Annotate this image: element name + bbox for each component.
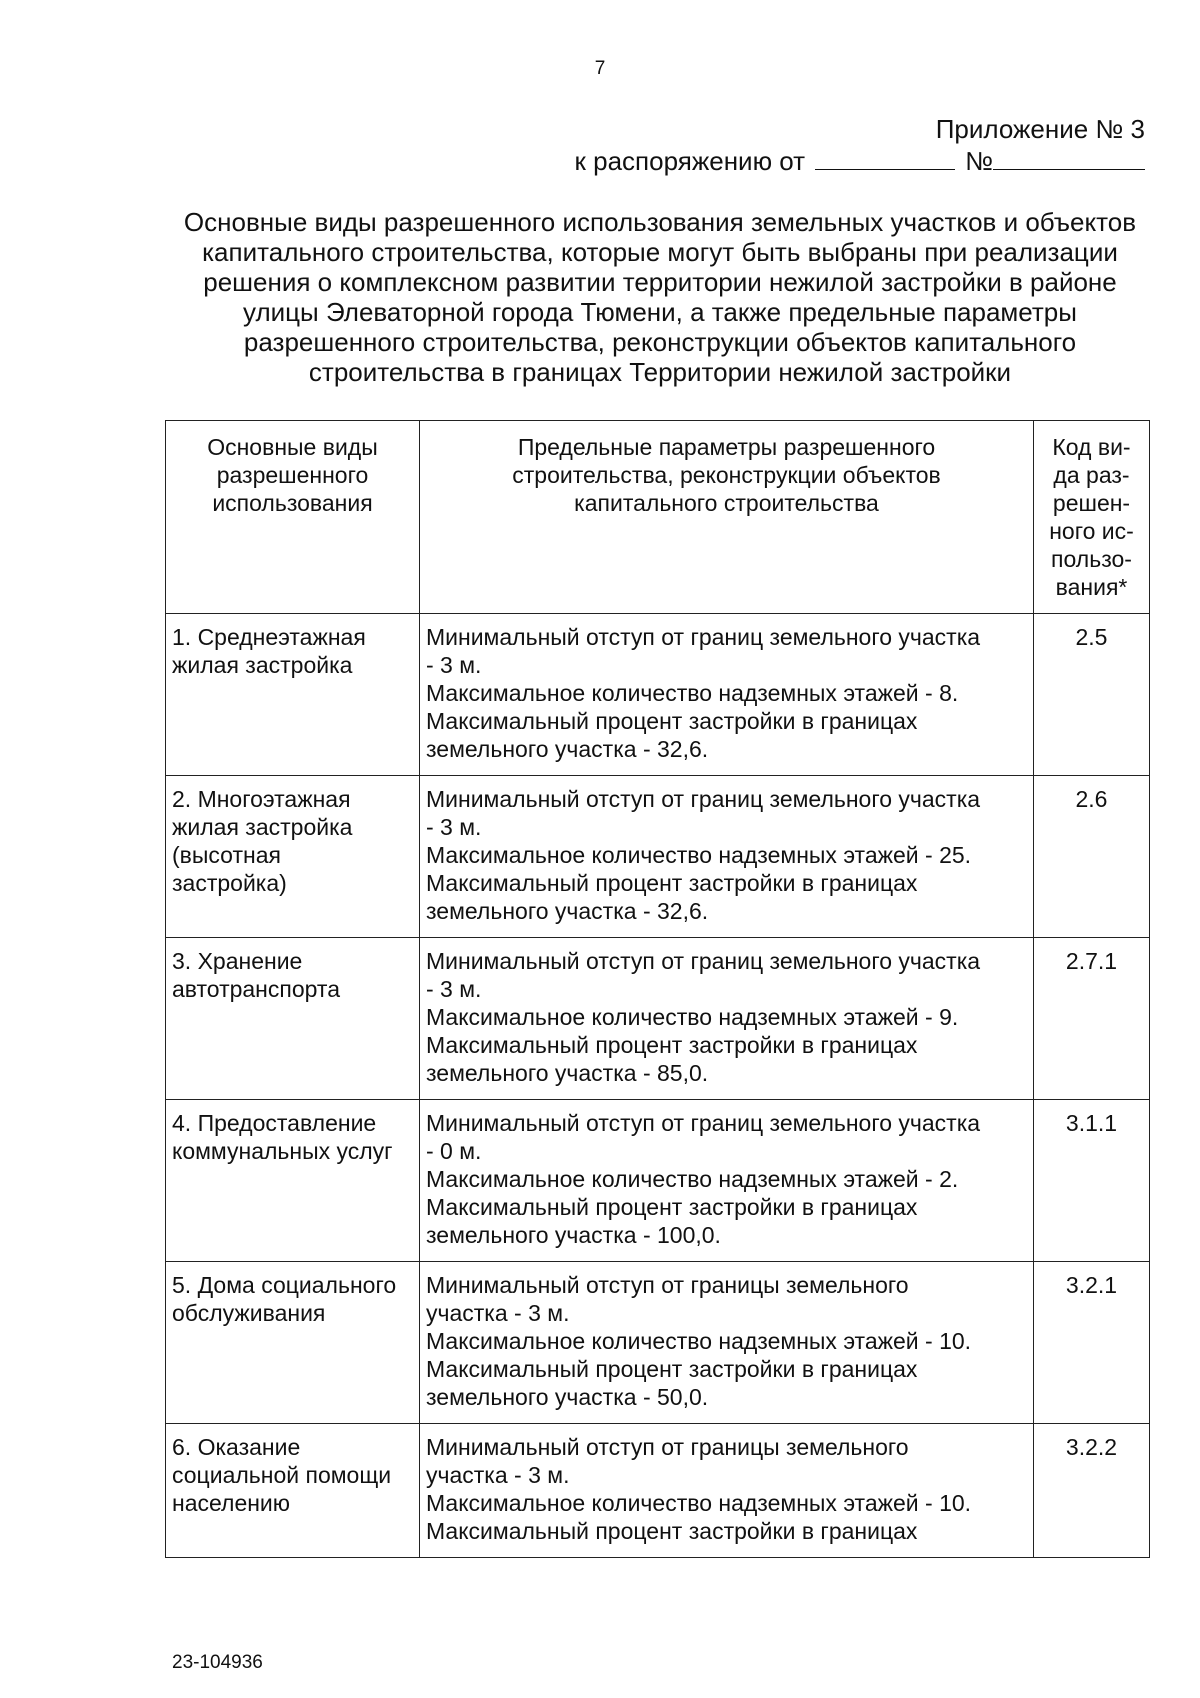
cell-text: 2. Многоэтажная bbox=[172, 786, 351, 812]
cell-text: - 0 м. bbox=[426, 1138, 482, 1164]
cell-text: Максимальное количество надземных этажей - 10. bbox=[426, 1328, 972, 1354]
cell-text: земельного участка - 32,6. bbox=[426, 898, 709, 924]
parameters-cell bbox=[420, 776, 1034, 938]
cell-text: Минимальный отступ от границ земельного участка bbox=[426, 624, 981, 650]
cell-text: Максимальный процент застройки в границах bbox=[426, 1356, 918, 1382]
document-title bbox=[160, 207, 1160, 387]
use-code-cell: 2.6 bbox=[1034, 776, 1150, 938]
cell-text: 5. Дома социального bbox=[172, 1272, 397, 1298]
table-row bbox=[166, 1262, 1150, 1424]
cell-text: земельного участка - 85,0. bbox=[426, 1060, 709, 1086]
document-number: 23-104936 bbox=[172, 1652, 263, 1673]
cell-text: Максимальное количество надземных этажей - 25. bbox=[426, 842, 972, 868]
header-text: да раз- bbox=[1053, 462, 1130, 488]
cell-text: - 3 м. bbox=[426, 814, 482, 840]
use-code-cell: 3.2.1 bbox=[1034, 1262, 1150, 1424]
cell-text: - 3 м. bbox=[426, 976, 482, 1002]
header-text: ного ис- bbox=[1049, 518, 1134, 544]
cell-text: 4. Предоставление bbox=[172, 1110, 377, 1136]
cell-text: Минимальный отступ от границы земельного bbox=[426, 1434, 909, 1460]
order-number-blank bbox=[993, 147, 1145, 170]
header-text: разрешенного bbox=[216, 462, 369, 488]
cell-text: Минимальный отступ от границ земельного участка bbox=[426, 948, 981, 974]
cell-text: земельного участка - 50,0. bbox=[426, 1384, 709, 1410]
parameters-cell bbox=[420, 1424, 1034, 1558]
header-text: решен- bbox=[1052, 490, 1131, 516]
cell-text: обслуживания bbox=[172, 1300, 326, 1326]
cell-text: 6. Оказание bbox=[172, 1434, 301, 1460]
land-use-name-cell bbox=[166, 776, 420, 938]
cell-text: 1. Среднеэтажная bbox=[172, 624, 366, 650]
header-limit-parameters bbox=[420, 421, 1034, 614]
use-code-cell: 2.5 bbox=[1034, 614, 1150, 776]
table-row bbox=[166, 614, 1150, 776]
title-line: строительства в границах Территории нежилой застройки bbox=[308, 357, 1012, 387]
order-number-sign: № bbox=[965, 146, 993, 176]
use-code-cell: 3.1.1 bbox=[1034, 1100, 1150, 1262]
appendix-label: Приложение № 3 bbox=[935, 114, 1145, 144]
table-row bbox=[166, 938, 1150, 1100]
land-use-name-cell bbox=[166, 1100, 420, 1262]
land-use-name-cell bbox=[166, 938, 420, 1100]
cell-text: Максимальный процент застройки в границах bbox=[426, 1194, 918, 1220]
order-date-label: к распоряжению от bbox=[574, 146, 806, 176]
parameters-cell bbox=[420, 614, 1034, 776]
cell-text: участка - 3 м. bbox=[426, 1300, 570, 1326]
header-text: вания* bbox=[1055, 574, 1128, 600]
header-text: Предельные параметры разрешенного bbox=[517, 434, 936, 460]
cell-text: Максимальный процент застройки в границах bbox=[426, 708, 918, 734]
land-use-name-cell bbox=[166, 614, 420, 776]
cell-text: 3. Хранение bbox=[172, 948, 303, 974]
table-row bbox=[166, 1100, 1150, 1262]
cell-text: земельного участка - 100,0. bbox=[426, 1222, 721, 1248]
parameters-cell bbox=[420, 938, 1034, 1100]
use-code-cell: 3.2.2 bbox=[1034, 1424, 1150, 1558]
cell-text: социальной помощи bbox=[172, 1462, 392, 1488]
cell-text: Максимальный процент застройки в границах bbox=[426, 870, 918, 896]
table-header-row bbox=[166, 421, 1150, 614]
cell-text: (высотная bbox=[172, 842, 281, 868]
header-text: капитального строительства bbox=[574, 490, 879, 516]
cell-text: Максимальный процент застройки в границах bbox=[426, 1518, 918, 1544]
cell-text: Максимальное количество надземных этажей - 10. bbox=[426, 1490, 972, 1516]
parameters-cell bbox=[420, 1262, 1034, 1424]
land-use-name-cell bbox=[166, 1262, 420, 1424]
header-use-code bbox=[1034, 421, 1150, 614]
cell-text: застройка) bbox=[172, 870, 287, 896]
cell-text: земельного участка - 32,6. bbox=[426, 736, 709, 762]
cell-text: Максимальное количество надземных этажей - 8. bbox=[426, 680, 959, 706]
appendix-order-reference bbox=[575, 146, 1145, 177]
header-text: Код ви- bbox=[1052, 434, 1131, 460]
cell-text: Минимальный отступ от границ земельного участка bbox=[426, 786, 981, 812]
title-line: капитального строительства, которые могут быть выбраны при реализации bbox=[202, 237, 1118, 267]
header-text: использования bbox=[212, 490, 373, 516]
title-line: разрешенного строительства, реконструкции объектов капитального bbox=[243, 327, 1077, 357]
cell-text: Минимальный отступ от границ земельного участка bbox=[426, 1110, 981, 1136]
table-row bbox=[166, 1424, 1150, 1558]
cell-text: Максимальный процент застройки в границах bbox=[426, 1032, 918, 1058]
page-number: 7 bbox=[594, 58, 606, 79]
header-text: Основные виды bbox=[207, 434, 378, 460]
header-land-use-types bbox=[166, 421, 420, 614]
cell-text: - 3 м. bbox=[426, 652, 482, 678]
use-code-cell: 2.7.1 bbox=[1034, 938, 1150, 1100]
table-row bbox=[166, 776, 1150, 938]
cell-text: автотранспорта bbox=[172, 976, 340, 1002]
parameters-cell bbox=[420, 1100, 1034, 1262]
land-use-name-cell bbox=[166, 1424, 420, 1558]
cell-text: Максимальное количество надземных этажей - 9. bbox=[426, 1004, 959, 1030]
header-text: строительства, реконструкции объектов bbox=[512, 462, 941, 488]
title-line: Основные виды разрешенного использования земельных участков и объектов bbox=[183, 207, 1137, 237]
land-use-parameters-table bbox=[165, 420, 1150, 1558]
title-line: решения о комплексном развитии территории нежилой застройки в районе bbox=[203, 267, 1117, 297]
header-text: пользо- bbox=[1051, 546, 1132, 572]
cell-text: жилая застройка bbox=[172, 814, 353, 840]
title-line: улицы Элеваторной города Тюмени, а также предельные параметры bbox=[243, 297, 1077, 327]
cell-text: Минимальный отступ от границы земельного bbox=[426, 1272, 909, 1298]
cell-text: населению bbox=[172, 1490, 291, 1516]
cell-text: участка - 3 м. bbox=[426, 1462, 570, 1488]
cell-text: жилая застройка bbox=[172, 652, 353, 678]
order-date-blank bbox=[815, 147, 955, 170]
cell-text: коммунальных услуг bbox=[172, 1138, 393, 1164]
cell-text: Максимальное количество надземных этажей - 2. bbox=[426, 1166, 959, 1192]
